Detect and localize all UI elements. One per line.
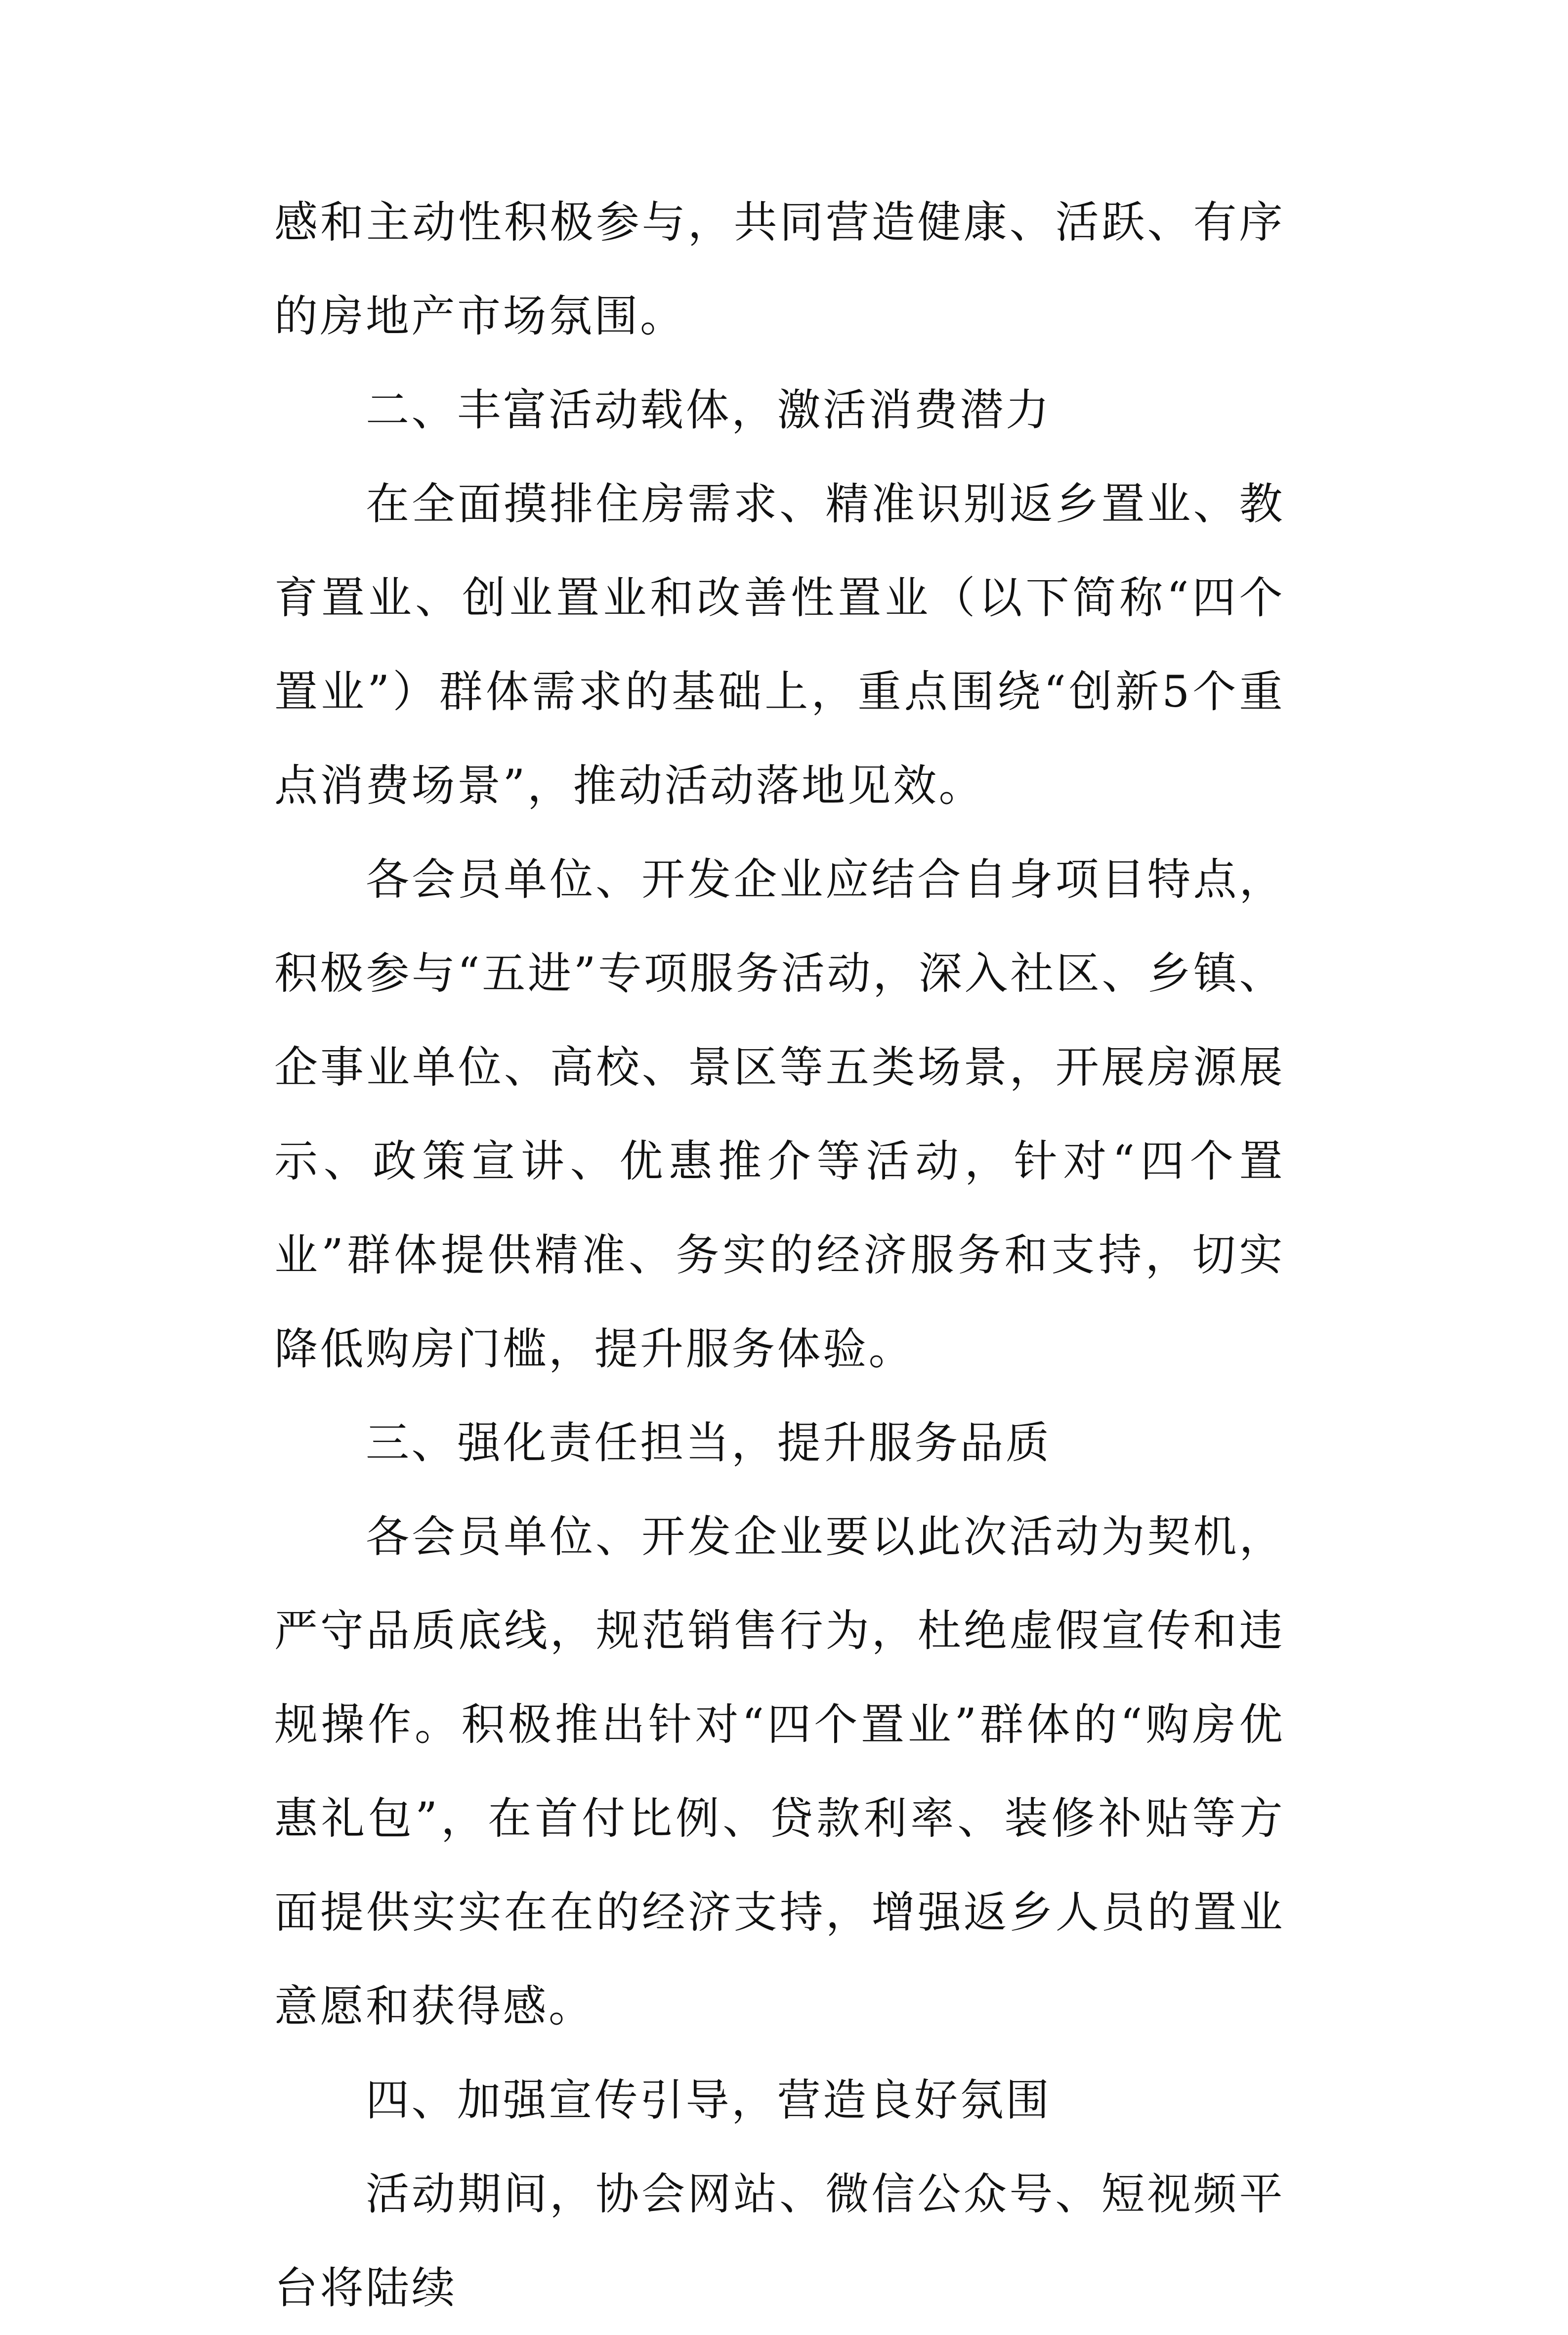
- paragraph-continuation: 感和主动性积极参与，共同营造健康、活跃、有序的房地产市场氛围。: [274, 197, 1285, 341]
- paragraph-housing-demand: 在全面摸排住房需求、精准识别返乡置业、教育置业、创业置业和改善性置业（以下简称“四个置业”）群体需求的基础上，重点围绕“创新5个重点消费场景”，推动活动落地见效。: [274, 478, 1285, 811]
- paragraph-publicity: 活动期间，协会网站、微信公众号、短视频平台将陆续: [274, 2168, 1285, 2313]
- paragraph-five-entries: 各会员单位、开发企业应结合自身项目特点，积极参与“五进”专项服务活动，深入社区、乡镇、企事业单位、高校、景区等五类场景，开展房源展示、政策宣讲、优惠推介等活动，针对“四个置业”群体提供精准、务实的经济服务和支持，切实降低购房门槛，提升服务体验。: [274, 854, 1285, 1374]
- section-heading-4: 四、加强宣传引导，营造良好氛围: [366, 2075, 1052, 2125]
- paragraph-quality-service: 各会员单位、开发企业要以此次活动为契机，严守品质底线，规范销售行为，杜绝虚假宣传和违规操作。积极推出针对“四个置业”群体的“购房优惠礼包”，在首付比例、贷款利率、装修补贴等方面提供实实在在的经济支持，增强返乡人员的置业意愿和获得感。: [274, 1511, 1285, 2032]
- section-heading-3: 三、强化责任担当，提升服务品质: [366, 1417, 1052, 1468]
- section-heading-2: 二、丰富活动载体，激活消费潜力: [366, 384, 1052, 435]
- document-body: [274, 175, 1285, 2335]
